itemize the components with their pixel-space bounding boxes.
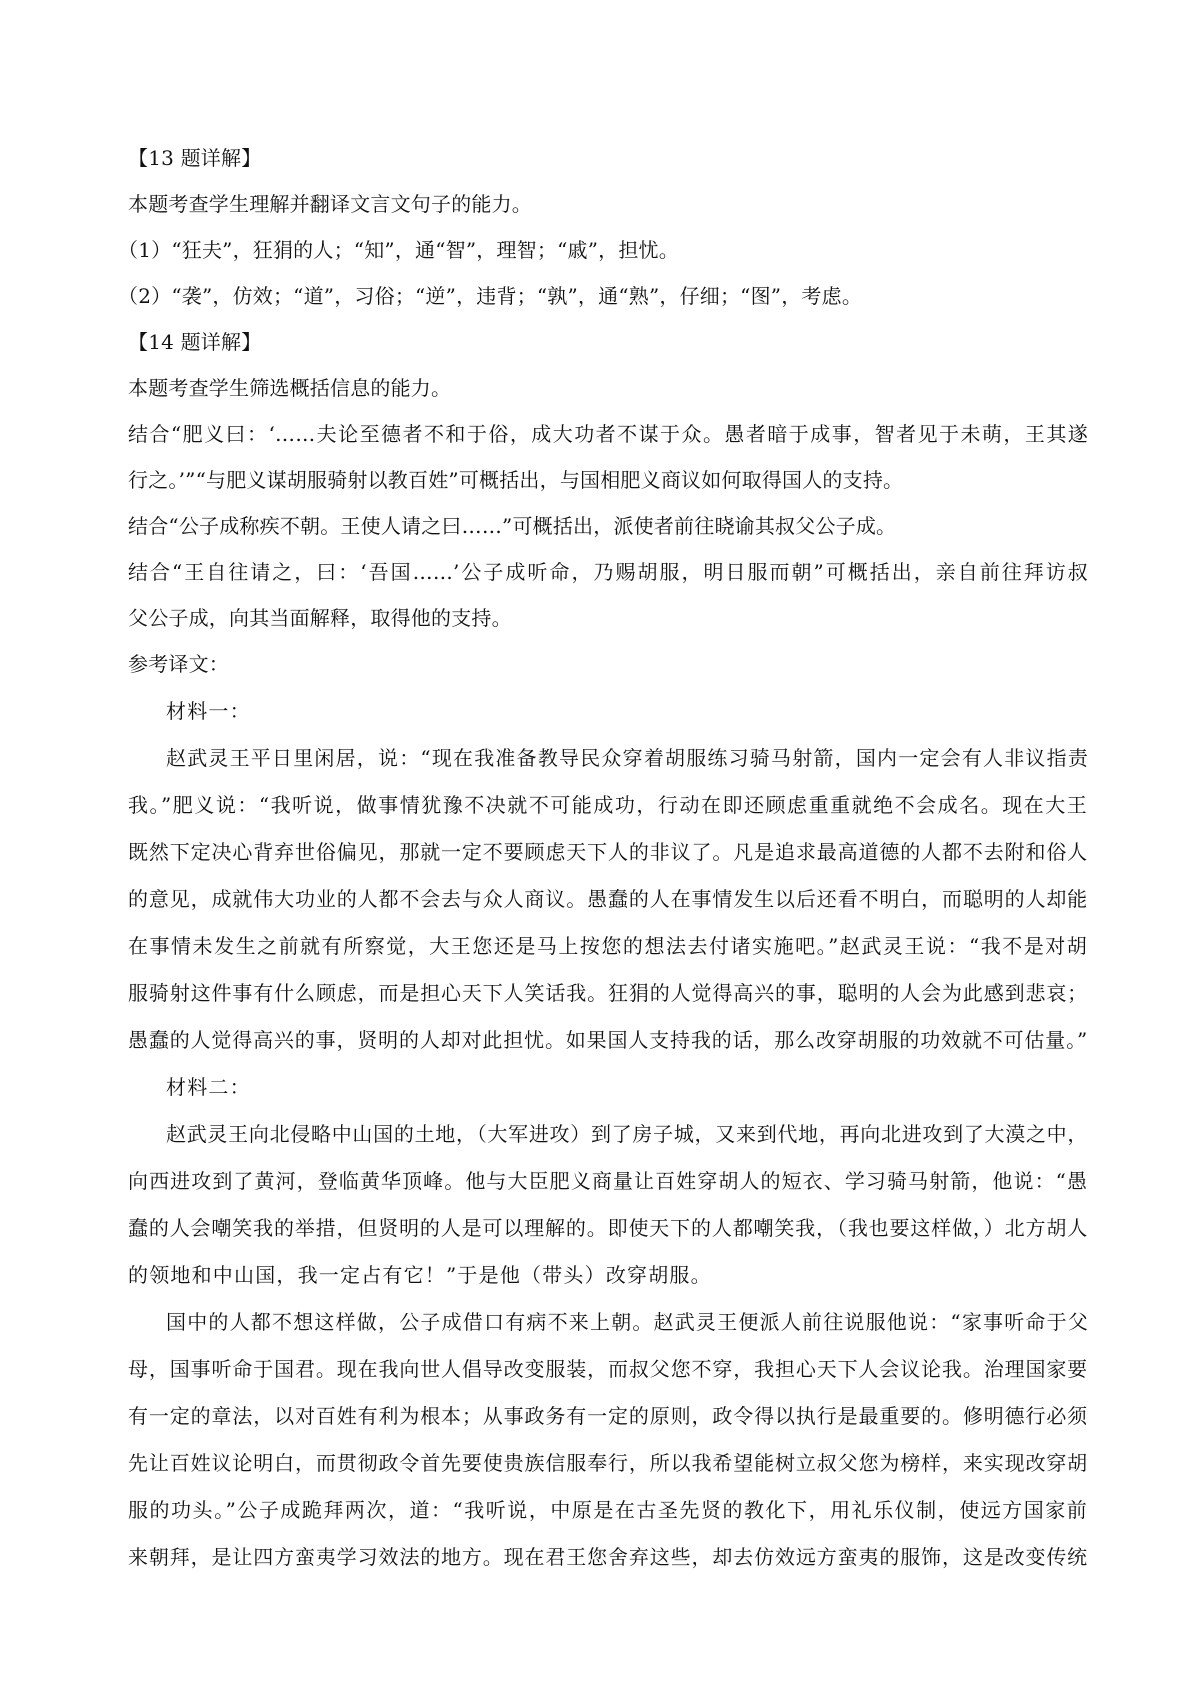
paragraph-line: （2）“袭”，仿效；“道”，习俗；“逆”，违背；“孰”，通“熟”，仔细；“图”，考虑。 bbox=[118, 284, 863, 308]
material-heading: 材料二： bbox=[166, 1075, 251, 1099]
paragraph-line: 蠢的人会嘲笑我的举措，但贤明的人是可以理解的。即使天下的人都嘲笑我，（我也要这样做，）北方胡人 bbox=[128, 1216, 1088, 1240]
paragraph-line: 先让百姓议论明白，而贯彻政令首先要使贵族信服奉行，所以我希望能树立叔父您为榜样，来实现改穿胡 bbox=[128, 1451, 1088, 1475]
section-heading-translation: 参考译文： bbox=[128, 652, 229, 676]
paragraph-line: 有一定的章法，以对百姓有利为根本；从事政务有一定的原则，政令得以执行是最重要的。修明德行必须 bbox=[128, 1404, 1088, 1428]
paragraph-line: 来朝拜，是让四方蛮夷学习效法的地方。现在君王您舍弃这些，却去仿效远方蛮夷的服饰，这是改变传统 bbox=[128, 1545, 1088, 1569]
paragraph-line: 愚蠢的人觉得高兴的事，贤明的人却对此担忧。如果国人支持我的话，那么改穿胡服的功效就不可估量。” bbox=[128, 1028, 1088, 1052]
paragraph-line: 本题考查学生筛选概括信息的能力。 bbox=[128, 376, 452, 400]
paragraph-line: 结合“肥义曰：‘……夫论至德者不和于俗，成大功者不谋于众。愚者暗于成事，智者见于未萌，王其遂 bbox=[128, 422, 1088, 446]
paragraph-line: 既然下定决心背弃世俗偏见，那就一定不要顾虑天下人的非议了。凡是追求最高道德的人都不去附和俗人 bbox=[128, 840, 1088, 864]
paragraph-line: 的领地和中山国，我一定占有它！”于是他（带头）改穿胡服。 bbox=[128, 1263, 712, 1287]
material-heading: 材料一： bbox=[166, 699, 251, 723]
section-heading-q14: 【14 题详解】 bbox=[128, 330, 262, 354]
section-heading-q13: 【13 题详解】 bbox=[128, 146, 262, 170]
paragraph-line: 国中的人都不想这样做，公子成借口有病不来上朝。赵武灵王便派人前往说服他说：“家事听命于父 bbox=[166, 1310, 1090, 1334]
paragraph-line: 我。”肥义说：“我听说，做事情犹豫不决就不可能成功，行动在即还顾虑重重就绝不会成名。现在大王 bbox=[128, 793, 1088, 817]
paragraph-line: 行之。’”“与肥义谋胡服骑射以教百姓”可概括出，与国相肥义商议如何取得国人的支持。 bbox=[128, 468, 904, 492]
paragraph-line: 的意见，成就伟大功业的人都不会去与众人商议。愚蠢的人在事情发生以后还看不明白，而聪明的人却能 bbox=[128, 887, 1088, 911]
paragraph-line: 在事情未发生之前就有所察觉，大王您还是马上按您的想法去付诸实施吧。”赵武灵王说：“我不是对胡 bbox=[128, 934, 1088, 958]
paragraph-line: 结合“王自往请之，曰：‘吾国……’公子成听命，乃赐胡服，明日服而朝”可概括出，亲自前往拜访叔 bbox=[128, 560, 1088, 584]
paragraph-line: 本题考查学生理解并翻译文言文句子的能力。 bbox=[128, 192, 532, 216]
paragraph-line: 向西进攻到了黄河，登临黄华顶峰。他与大臣肥义商量让百姓穿胡人的短衣、学习骑马射箭，他说：“愚 bbox=[128, 1169, 1088, 1193]
paragraph-line: 服骑射这件事有什么顾虑，而是担心天下人笑话我。狂狷的人觉得高兴的事，聪明的人会为此感到悲哀； bbox=[128, 981, 1088, 1005]
paragraph-line: 赵武灵王向北侵略中山国的土地，（大军进攻）到了房子城，又来到代地，再向北进攻到了大漠之中， bbox=[166, 1122, 1088, 1146]
paragraph-line: （1）“狂夫”，狂狷的人；“知”，通“智”，理智；“戚”，担忧。 bbox=[118, 238, 679, 262]
paragraph-line: 赵武灵王平日里闲居，说：“现在我准备教导民众穿着胡服练习骑马射箭，国内一定会有人非议指责 bbox=[166, 746, 1090, 770]
paragraph-line: 父公子成，向其当面解释，取得他的支持。 bbox=[128, 606, 512, 630]
paragraph-line: 母，国事听命于国君。现在我向世人倡导改变服装，而叔父您不穿，我担心天下人会议论我。治理国家要 bbox=[128, 1357, 1088, 1381]
paragraph-line: 服的功头。”公子成跪拜两次，道：“我听说，中原是在古圣先贤的教化下，用礼乐仪制，使远方国家前 bbox=[128, 1498, 1088, 1522]
paragraph-line: 结合“公子成称疾不朝。王使人请之曰……”可概括出，派使者前往晓谕其叔父公子成。 bbox=[128, 514, 897, 538]
